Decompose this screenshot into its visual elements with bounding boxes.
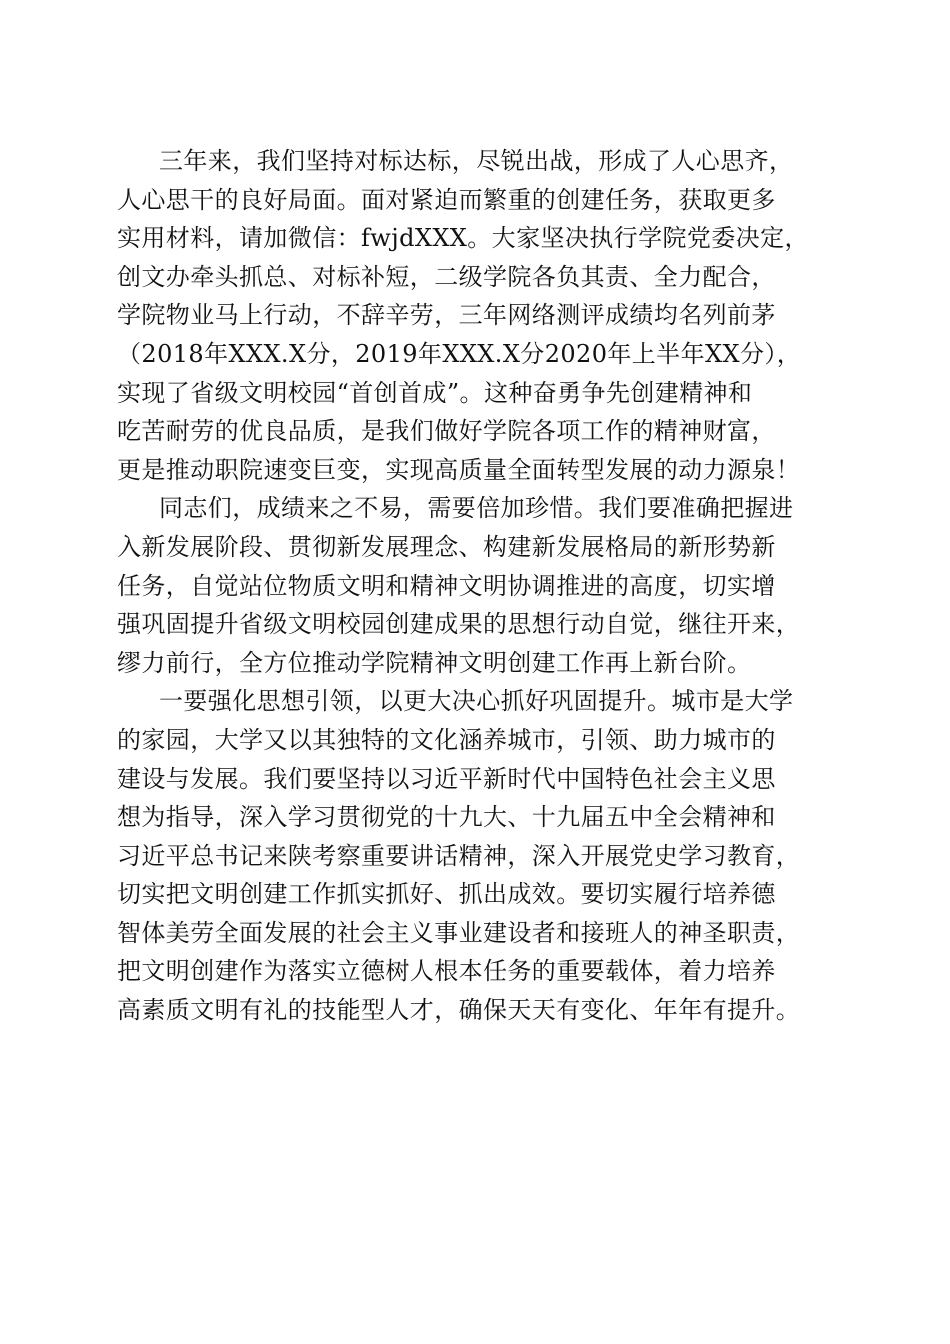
text-line: 的家园，大学又以其独特的文化涵养城市，引领、助力城市的 bbox=[117, 725, 776, 754]
text-line: 一要强化思想引领，以更大决心抓好巩固提升。城市是大学 bbox=[159, 687, 794, 716]
text-line: 高素质文明有礼的技能型人才，确保天天有变化、年年有提升。 bbox=[117, 996, 801, 1025]
paragraph-1 bbox=[117, 142, 833, 489]
text-line: 吃苦耐劳的优良品质，是我们做好学院各项工作的精神财富， bbox=[117, 417, 776, 446]
text-line: 三年来，我们坚持对标达标，尽锐出战，形成了人心思齐， bbox=[159, 147, 794, 175]
text-line: 学院物业马上行动，不辞辛劳，三年网络测评成绩均名列前茅 bbox=[117, 301, 776, 330]
text-line: 切实把文明创建工作抓实抓好、抓出成效。要切实履行培养德 bbox=[117, 880, 776, 909]
text-line: 习近平总书记来陕考察重要讲话精神，深入开展党史学习教育， bbox=[117, 841, 801, 870]
text-line: 入新发展阶段、贯彻新发展理念、构建新发展格局的新形势新 bbox=[117, 532, 776, 561]
text-line: 人心思干的良好局面。面对紧迫而繁重的创建任务，获取更多 bbox=[117, 185, 776, 214]
text-line: 建设与发展。我们要坚持以习近平新时代中国特色社会主义思 bbox=[117, 764, 776, 793]
text-line: 智体美劳全面发展的社会主义事业建设者和接班人的神圣职责， bbox=[117, 918, 801, 947]
text-line: （2018年XXX.X分，2019年XXX.X分2020年上半年XX分）， bbox=[117, 339, 802, 368]
text-line: 把文明创建作为落实立德树人根本任务的重要载体，着力培养 bbox=[117, 957, 776, 986]
body-text bbox=[117, 142, 833, 1030]
text-line: 想为指导，深入学习贯彻党的十九大、十九届五中全会精神和 bbox=[117, 803, 776, 832]
text-line: 强巩固提升省级文明校园创建成果的思想行动自觉，继往开来， bbox=[117, 610, 801, 639]
paragraph-2 bbox=[117, 489, 833, 682]
text-line: 创文办牵头抓总、对标补短，二级学院各负其责、全力配合， bbox=[117, 262, 776, 291]
text-line: 同志们，成绩来之不易，需要倍加珍惜。我们要准确把握进 bbox=[159, 494, 794, 523]
text-line: 实用材料，请加微信：fwjdXXX。大家坚决执行学院党委决定， bbox=[117, 224, 809, 253]
text-line: 缪力前行，全方位推动学院精神文明创建工作再上新台阶。 bbox=[117, 648, 752, 677]
text-line: 实现了省级文明校园“首创首成”。这种奋勇争先创建精神和 bbox=[117, 378, 753, 407]
paragraph-3 bbox=[117, 682, 833, 1029]
text-line: 任务，自觉站位物质文明和精神文明协调推进的高度，切实增 bbox=[117, 571, 776, 600]
text-line: 更是推动职院速变巨变，实现高质量全面转型发展的动力源泉！ bbox=[117, 455, 801, 484]
